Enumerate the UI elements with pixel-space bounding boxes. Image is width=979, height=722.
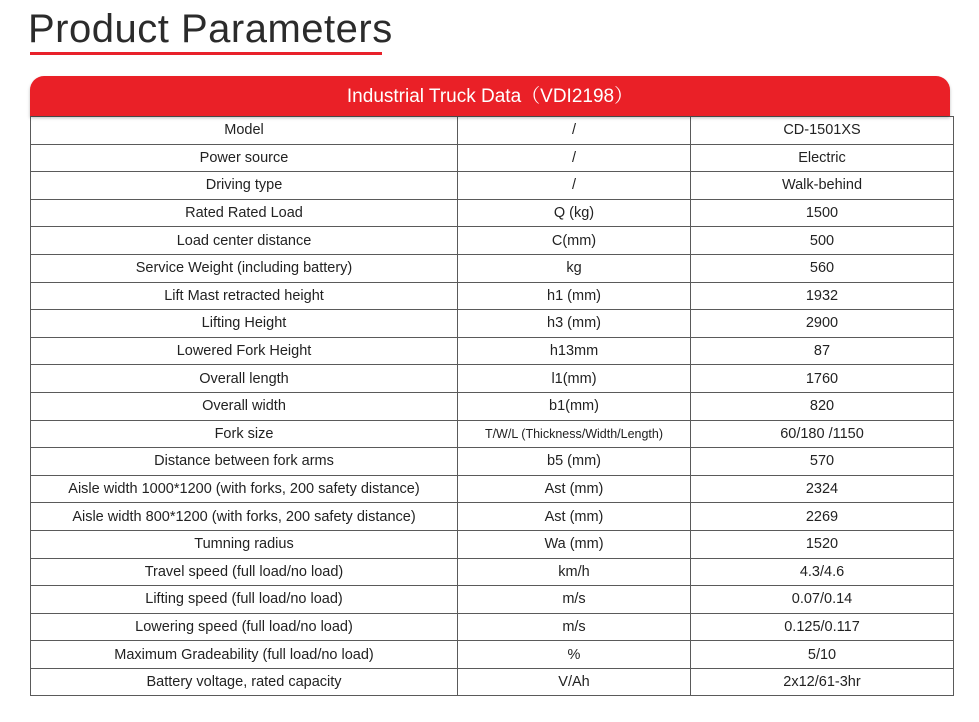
- parameter-unit: T/W/L (Thickness/Width/Length): [458, 420, 691, 448]
- table-row: [31, 558, 954, 586]
- table-row: [31, 227, 954, 255]
- parameters-grid: [30, 116, 954, 696]
- parameter-value: 2324: [691, 475, 954, 503]
- parameter-name: Lowering speed (full load/no load): [31, 613, 458, 641]
- parameter-name: Aisle width 1000*1200 (with forks, 200 safety distance): [31, 475, 458, 503]
- parameter-value: 1760: [691, 365, 954, 393]
- parameter-name: Travel speed (full load/no load): [31, 558, 458, 586]
- table-header: Industrial Truck Data（VDI2198）: [30, 76, 950, 116]
- parameter-name: Rated Rated Load: [31, 199, 458, 227]
- parameter-value: 0.125/0.117: [691, 613, 954, 641]
- parameter-value: 500: [691, 227, 954, 255]
- parameter-unit: %: [458, 641, 691, 669]
- parameter-name: Power source: [31, 144, 458, 172]
- parameter-name: Lift Mast retracted height: [31, 282, 458, 310]
- page-title: Product Parameters: [28, 7, 393, 51]
- parameter-name: Tumning radius: [31, 530, 458, 558]
- parameter-unit: m/s: [458, 586, 691, 614]
- parameter-unit: m/s: [458, 613, 691, 641]
- parameter-unit: l1(mm): [458, 365, 691, 393]
- table-row: [31, 310, 954, 338]
- table-row: [31, 365, 954, 393]
- parameter-value: 87: [691, 337, 954, 365]
- table-row: [31, 448, 954, 476]
- table-row: [31, 586, 954, 614]
- table-row: [31, 144, 954, 172]
- parameter-unit: h3 (mm): [458, 310, 691, 338]
- parameter-unit: b1(mm): [458, 392, 691, 420]
- parameter-value: 60/180 /1150: [691, 420, 954, 448]
- table-row: [31, 172, 954, 200]
- title-underline: [30, 52, 382, 55]
- table-row: [31, 420, 954, 448]
- parameter-unit: km/h: [458, 558, 691, 586]
- parameter-value: 2900: [691, 310, 954, 338]
- parameter-name: Driving type: [31, 172, 458, 200]
- parameter-value: 2x12/61-3hr: [691, 668, 954, 696]
- parameter-name: Lifting Height: [31, 310, 458, 338]
- parameter-unit: b5 (mm): [458, 448, 691, 476]
- table-row: [31, 282, 954, 310]
- parameter-value: 1520: [691, 530, 954, 558]
- parameter-name: Lifting speed (full load/no load): [31, 586, 458, 614]
- parameter-name: Fork size: [31, 420, 458, 448]
- parameter-name: Service Weight (including battery): [31, 254, 458, 282]
- parameter-value: CD-1501XS: [691, 117, 954, 145]
- table-row: [31, 254, 954, 282]
- table-row: [31, 392, 954, 420]
- parameter-value: 570: [691, 448, 954, 476]
- table-row: [31, 668, 954, 696]
- parameter-name: Model: [31, 117, 458, 145]
- parameter-unit: Wa (mm): [458, 530, 691, 558]
- parameter-name: Overall length: [31, 365, 458, 393]
- parameter-name: Overall width: [31, 392, 458, 420]
- parameter-unit: Ast (mm): [458, 503, 691, 531]
- parameter-unit: h13mm: [458, 337, 691, 365]
- parameter-name: Maximum Gradeability (full load/no load): [31, 641, 458, 669]
- parameter-unit: V/Ah: [458, 668, 691, 696]
- parameter-unit: kg: [458, 254, 691, 282]
- parameter-unit: /: [458, 117, 691, 145]
- parameter-value: 2269: [691, 503, 954, 531]
- parameter-name: Battery voltage, rated capacity: [31, 668, 458, 696]
- parameter-name: Distance between fork arms: [31, 448, 458, 476]
- parameter-value: 5/10: [691, 641, 954, 669]
- parameter-value: Electric: [691, 144, 954, 172]
- parameter-value: 820: [691, 392, 954, 420]
- parameter-name: Lowered Fork Height: [31, 337, 458, 365]
- parameter-value: 1500: [691, 199, 954, 227]
- table-row: [31, 337, 954, 365]
- parameter-unit: /: [458, 172, 691, 200]
- table-row: [31, 117, 954, 145]
- table-row: [31, 503, 954, 531]
- table-row: [31, 641, 954, 669]
- parameter-unit: C(mm): [458, 227, 691, 255]
- parameter-value: 1932: [691, 282, 954, 310]
- parameter-name: Load center distance: [31, 227, 458, 255]
- parameter-value: 560: [691, 254, 954, 282]
- table-row: [31, 199, 954, 227]
- parameter-value: 0.07/0.14: [691, 586, 954, 614]
- parameter-name: Aisle width 800*1200 (with forks, 200 safety distance): [31, 503, 458, 531]
- parameter-value: 4.3/4.6: [691, 558, 954, 586]
- table-row: [31, 475, 954, 503]
- parameters-table: [30, 76, 950, 696]
- parameter-value: Walk-behind: [691, 172, 954, 200]
- parameter-unit: Q (kg): [458, 199, 691, 227]
- parameter-unit: h1 (mm): [458, 282, 691, 310]
- table-row: [31, 530, 954, 558]
- table-row: [31, 613, 954, 641]
- parameter-unit: Ast (mm): [458, 475, 691, 503]
- parameter-unit: /: [458, 144, 691, 172]
